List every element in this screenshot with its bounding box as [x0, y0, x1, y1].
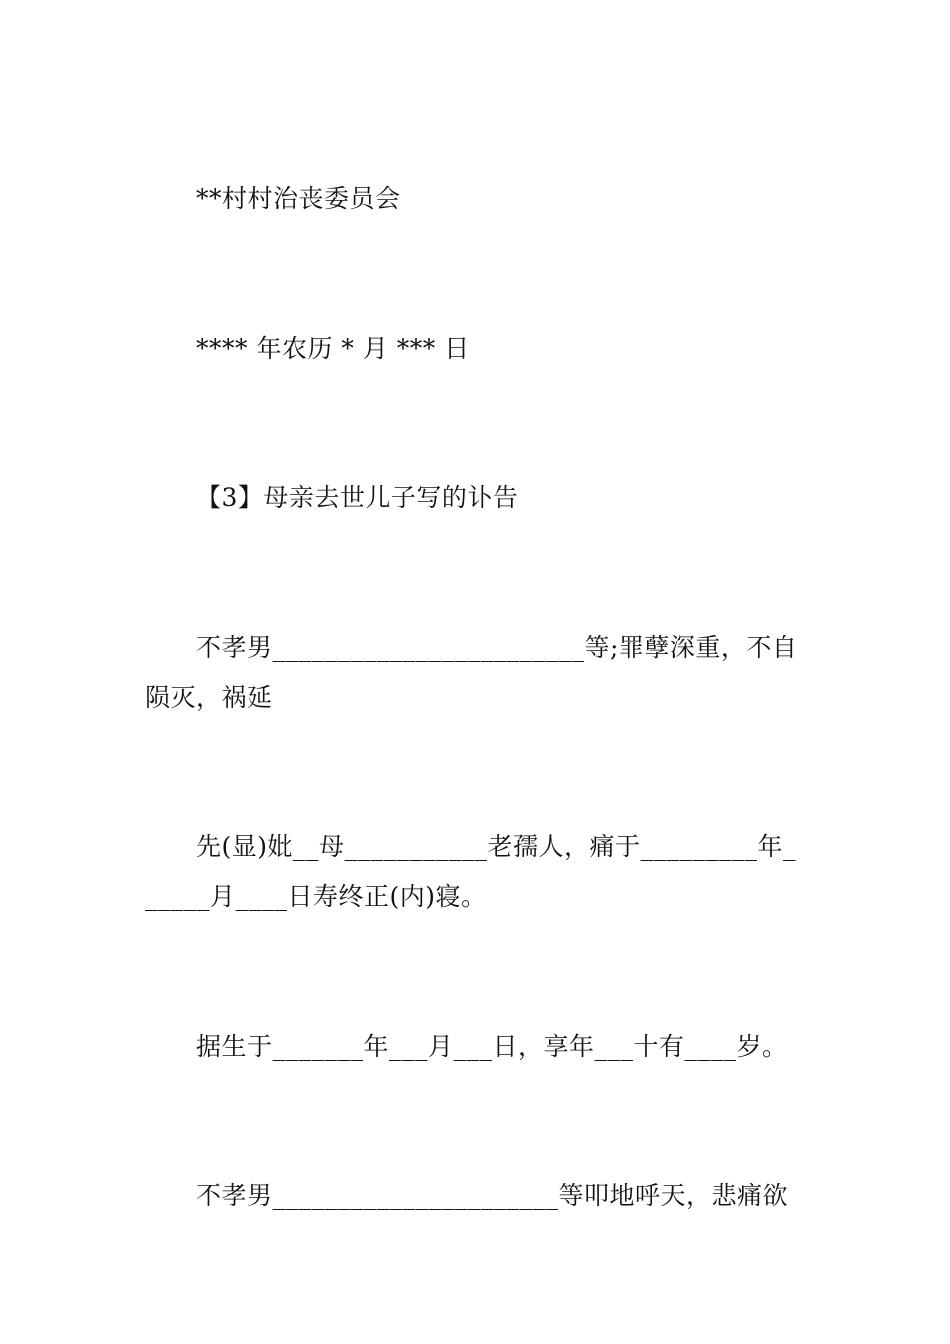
paragraph-1-line-1: 不孝男________________________等;罪孽深重，不自 — [196, 633, 798, 662]
paragraph-2-line-2: _____月____日寿终正(内)寝。 — [145, 882, 487, 911]
paragraph-2-line-1: 先(显)妣__母___________老孺人，痛于_________年_ — [196, 832, 797, 861]
committee-name: **村村治丧委员会 — [196, 184, 401, 213]
paragraph-1-line-2: 陨灭，祸延 — [145, 683, 273, 712]
date-line: **** 年农历 * 月 *** 日 — [196, 334, 470, 363]
paragraph-3-line-1: 据生于_______年___月___日，享年___十有____岁。 — [196, 1032, 788, 1061]
paragraph-4-line-1: 不孝男______________________等叩地呼天，悲痛欲 — [196, 1181, 789, 1210]
section-heading: 【3】母亲去世儿子写的讣告 — [196, 483, 519, 512]
